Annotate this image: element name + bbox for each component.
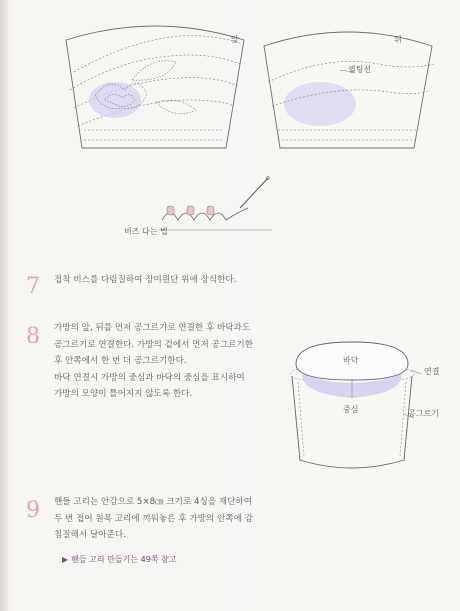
front-panel-illustration xyxy=(60,30,250,155)
reference-note xyxy=(62,554,177,565)
step-7-text: 접착 비스를 다림질하여 장미원단 위에 장식한다. xyxy=(54,275,237,285)
step-9-number: 9 xyxy=(26,498,40,523)
step-8-number: 8 xyxy=(26,324,40,349)
step-8-line-2: 공그르기로 연결한다. 가방의 겉에서 먼저 공그르기한 xyxy=(54,339,254,350)
step-8-text xyxy=(54,320,284,403)
front-label: 앞 xyxy=(231,35,239,44)
bottom-label: 바닥 xyxy=(343,356,359,365)
back-label: 뒤 xyxy=(394,35,402,44)
step-8-line-4: 바닥 연결시 가방의 중심과 바닥의 중심을 표시하여 xyxy=(54,372,245,383)
reference-text: 핸들 고리 만들기는 49쪽 참고 xyxy=(71,555,177,564)
center-label: 중심 xyxy=(343,405,359,414)
bead-attach-illustration xyxy=(150,172,280,232)
step-8-line-1: 가방의 앞, 뒤를 먼저 공그르기로 연결한 후 바닥과도 xyxy=(54,323,251,333)
triangle-right-icon: ▶ xyxy=(62,555,69,564)
back-panel-illustration xyxy=(258,34,438,154)
step-9-line-2: 두 번 접어 원목 고리에 끼워놓은 후 가방의 안쪽에 감 xyxy=(54,513,253,524)
step-9-line-3: 침질해서 달아준다. xyxy=(54,530,126,540)
whip-stitch-label: 공그르기 xyxy=(408,409,439,418)
quilting-line-label: 퀼팅선 xyxy=(348,65,372,74)
step-9-line-1: 핸들 고리는 안감으로 5×8㎝ 크기로 4싱을 재단하여 xyxy=(54,497,253,507)
step-8-line-3: 후 안쪽에서 한 번 더 공그르기한다. xyxy=(54,356,187,366)
step-8-line-5: 가방의 모양이 틀어지지 않도록 한다. xyxy=(54,389,193,399)
step-7-number: 7 xyxy=(26,274,40,299)
bead-method-label: 비즈 다는 법 xyxy=(124,227,168,236)
page-spine-shadow xyxy=(0,0,8,611)
joint-label: 연결 xyxy=(424,367,440,376)
step-9-text xyxy=(54,494,294,544)
